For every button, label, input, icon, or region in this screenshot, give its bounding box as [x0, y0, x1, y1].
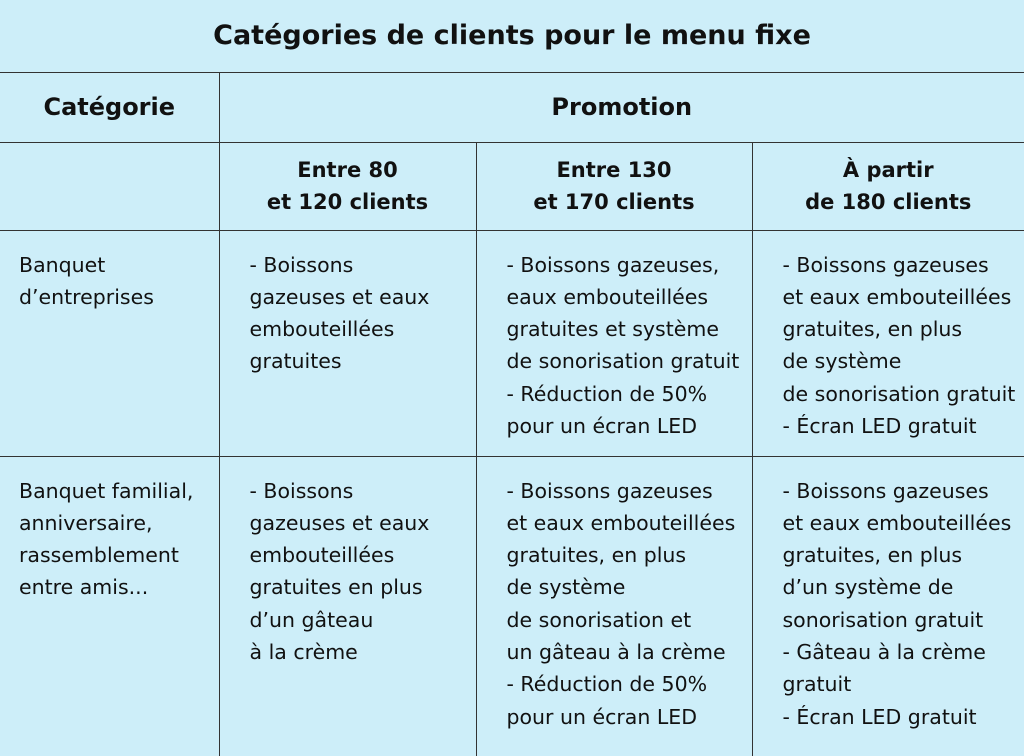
- category-text: [0, 457, 219, 604]
- text-line: - Réduction de 50%: [506, 381, 708, 406]
- promotion-cell: [476, 230, 752, 456]
- tier-header-line: de 180 clients: [805, 190, 972, 214]
- promotion-text: [220, 231, 476, 378]
- text-line: pour un écran LED: [506, 413, 698, 438]
- tier-row: [0, 142, 1024, 230]
- text-line: gratuites et système: [506, 317, 719, 342]
- promotion-text: [753, 231, 1024, 443]
- promotion-cell: [752, 456, 1024, 756]
- tier-header-2: [476, 142, 752, 230]
- category-text: [0, 231, 219, 314]
- table-row: [0, 230, 1024, 456]
- text-line: gratuites, en plus: [782, 543, 963, 568]
- text-line: - Boissons gazeuses: [782, 252, 989, 277]
- text-line: - Écran LED gratuit: [782, 413, 977, 438]
- text-line: d’entreprises: [19, 284, 154, 309]
- text-line: embouteillées: [249, 317, 395, 342]
- promotion-cell: [752, 230, 1024, 456]
- promotion-text: [477, 457, 752, 733]
- text-line: - Boissons gazeuses: [506, 478, 713, 503]
- text-line: de sonorisation gratuit: [782, 381, 1016, 406]
- header-promotion: Promotion: [219, 72, 1024, 142]
- text-line: de sonorisation et: [506, 607, 692, 632]
- header-category: Catégorie: [0, 72, 219, 142]
- text-line: entre amis...: [19, 575, 149, 600]
- tier-header-line: Entre 130: [556, 158, 672, 182]
- text-line: et eaux embouteillées: [506, 510, 736, 535]
- text-line: de système: [782, 349, 902, 374]
- text-line: gratuites: [249, 349, 342, 374]
- tier-header-line: Entre 80: [297, 158, 398, 182]
- text-line: Banquet familial,: [19, 478, 194, 503]
- title-row: [0, 0, 1024, 72]
- header-row: [0, 72, 1024, 142]
- table-title: Catégories de clients pour le menu fixe: [0, 0, 1024, 72]
- tier-header-1: [219, 142, 476, 230]
- table-row: [0, 456, 1024, 756]
- text-line: et eaux embouteillées: [782, 284, 1012, 309]
- text-line: gratuites en plus: [249, 575, 423, 600]
- text-line: pour un écran LED: [506, 704, 698, 729]
- text-line: - Réduction de 50%: [506, 672, 708, 697]
- category-cell: [0, 230, 219, 456]
- text-line: Banquet: [19, 252, 106, 277]
- text-line: eaux embouteillées: [506, 284, 709, 309]
- text-line: à la crème: [249, 639, 358, 664]
- promotion-text: [753, 457, 1024, 733]
- text-line: d’un gâteau: [249, 607, 374, 632]
- text-line: rassemblement: [19, 543, 179, 568]
- text-line: gratuites, en plus: [506, 543, 687, 568]
- text-line: gratuites, en plus: [782, 317, 963, 342]
- text-line: gazeuses et eaux: [249, 510, 430, 535]
- tier-header-line: et 120 clients: [266, 190, 429, 214]
- text-line: - Boissons: [249, 252, 354, 277]
- category-cell: [0, 456, 219, 756]
- text-line: - Écran LED gratuit: [782, 704, 977, 729]
- text-line: gratuit: [782, 672, 852, 697]
- promotion-cell: [219, 230, 476, 456]
- text-line: d’un système de: [782, 575, 954, 600]
- promotion-text: [220, 457, 476, 669]
- text-line: - Boissons gazeuses: [782, 478, 989, 503]
- text-line: et eaux embouteillées: [782, 510, 1012, 535]
- tier-header-3: [752, 142, 1024, 230]
- promotion-text: [477, 231, 752, 443]
- tier-header-line: et 170 clients: [533, 190, 695, 214]
- tier-empty-cell: [0, 142, 219, 230]
- text-line: - Gâteau à la crème: [782, 639, 986, 664]
- text-line: un gâteau à la crème: [506, 639, 726, 664]
- text-line: anniversaire,: [19, 510, 153, 535]
- text-line: - Boissons: [249, 478, 354, 503]
- text-line: embouteillées: [249, 543, 395, 568]
- promotion-cell: [219, 456, 476, 756]
- text-line: de sonorisation gratuit: [506, 349, 740, 374]
- tier-header-line: À partir: [842, 158, 934, 182]
- text-line: de système: [506, 575, 626, 600]
- text-line: sonorisation gratuit: [782, 607, 984, 632]
- text-line: gazeuses et eaux: [249, 284, 430, 309]
- text-line: - Boissons gazeuses,: [506, 252, 720, 277]
- promotion-cell: [476, 456, 752, 756]
